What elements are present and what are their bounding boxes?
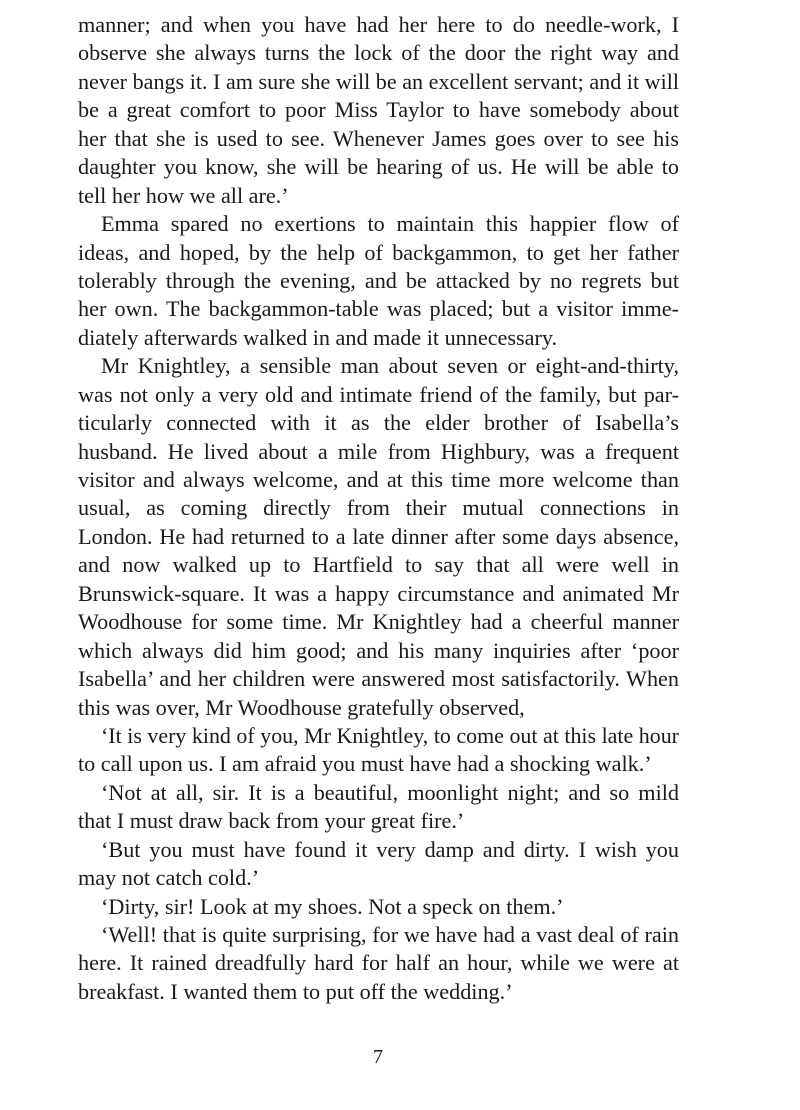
text-line: manner; and when you have had her here to do needle-work, I (78, 12, 679, 37)
text-line: that I must draw back from your great fire.’ (78, 808, 465, 834)
text-line: tell her how we all are.’ (78, 182, 289, 208)
text-line: to call upon us. I am afraid you must have had a shocking walk.’ (78, 751, 652, 777)
text-line: London. He had returned to a late dinner after some days absence, (78, 523, 679, 549)
text-line: Mr Knightley, a sensible man about seven or eight-and-thirty, (101, 353, 679, 379)
page-number: 7 (373, 1046, 383, 1068)
text-line: this was over, Mr Woodhouse gratefully observed, (78, 694, 525, 720)
text-line: ‘Not at all, sir. It is a beautiful, moonlight night; and so mild (101, 779, 679, 805)
text-line: and now walked up to Hartfield to say that all were well in (78, 552, 679, 578)
text-line: was not only a very old and intimate friend of the family, but par- (78, 381, 679, 407)
text-line: ‘It is very kind of you, Mr Knightley, to come out at this late hour (101, 722, 679, 748)
text-line: ideas, and hoped, by the help of backgammon, to get her father (78, 239, 679, 265)
text-line: ‘But you must have found it very damp and dirty. I wish you (101, 836, 679, 862)
text-line: here. It rained dreadfully hard for half an hour, while we were at (78, 950, 679, 976)
text-line: diately afterwards walked in and made it unnecessary. (78, 324, 558, 350)
text-line: which always did him good; and his many inquiries after ‘poor (78, 637, 679, 663)
body-text (78, 11, 679, 1006)
text-line: ‘Well! that is quite surprising, for we have had a vast deal of rain (101, 922, 679, 947)
text-line: daughter you know, she will be hearing of us. He will be able to (78, 154, 679, 180)
text-line: her own. The backgammon-table was placed; but a visitor imme- (78, 296, 679, 322)
text-line: Emma spared no exertions to maintain this happier flow of (101, 211, 679, 237)
text-line: Isabella’ and her children were answered most satisfactorily. When (78, 666, 679, 692)
text-line: usual, as coming directly from their mutual connections in (78, 495, 679, 521)
text-line: tolerably through the evening, and be attacked by no regrets but (78, 267, 679, 293)
text-line: husband. He lived about a mile from Highbury, was a frequent (78, 438, 679, 464)
text-line: Brunswick-square. It was a happy circumstance and animated Mr (78, 580, 679, 606)
text-line: breakfast. I wanted them to put off the wedding.’ (78, 978, 513, 1004)
text-line: be a great comfort to poor Miss Taylor to have somebody about (78, 97, 679, 123)
text-line: observe she always turns the lock of the door the right way and (78, 40, 679, 66)
text-line: visitor and always welcome, and at this time more welcome than (78, 467, 679, 492)
text-line: ticularly connected with it as the elder brother of Isabella’s (78, 410, 679, 436)
text-line: ‘Dirty, sir! Look at my shoes. Not a speck on them.’ (101, 893, 564, 919)
text-line: Woodhouse for some time. Mr Knightley had a cheerful manner (78, 609, 679, 635)
text-line: never bangs it. I am sure she will be an excellent servant; and it will (78, 68, 679, 94)
text-line: may not catch cold.’ (78, 865, 260, 891)
text-line: her that she is used to see. Whenever James goes over to see his (78, 125, 679, 151)
